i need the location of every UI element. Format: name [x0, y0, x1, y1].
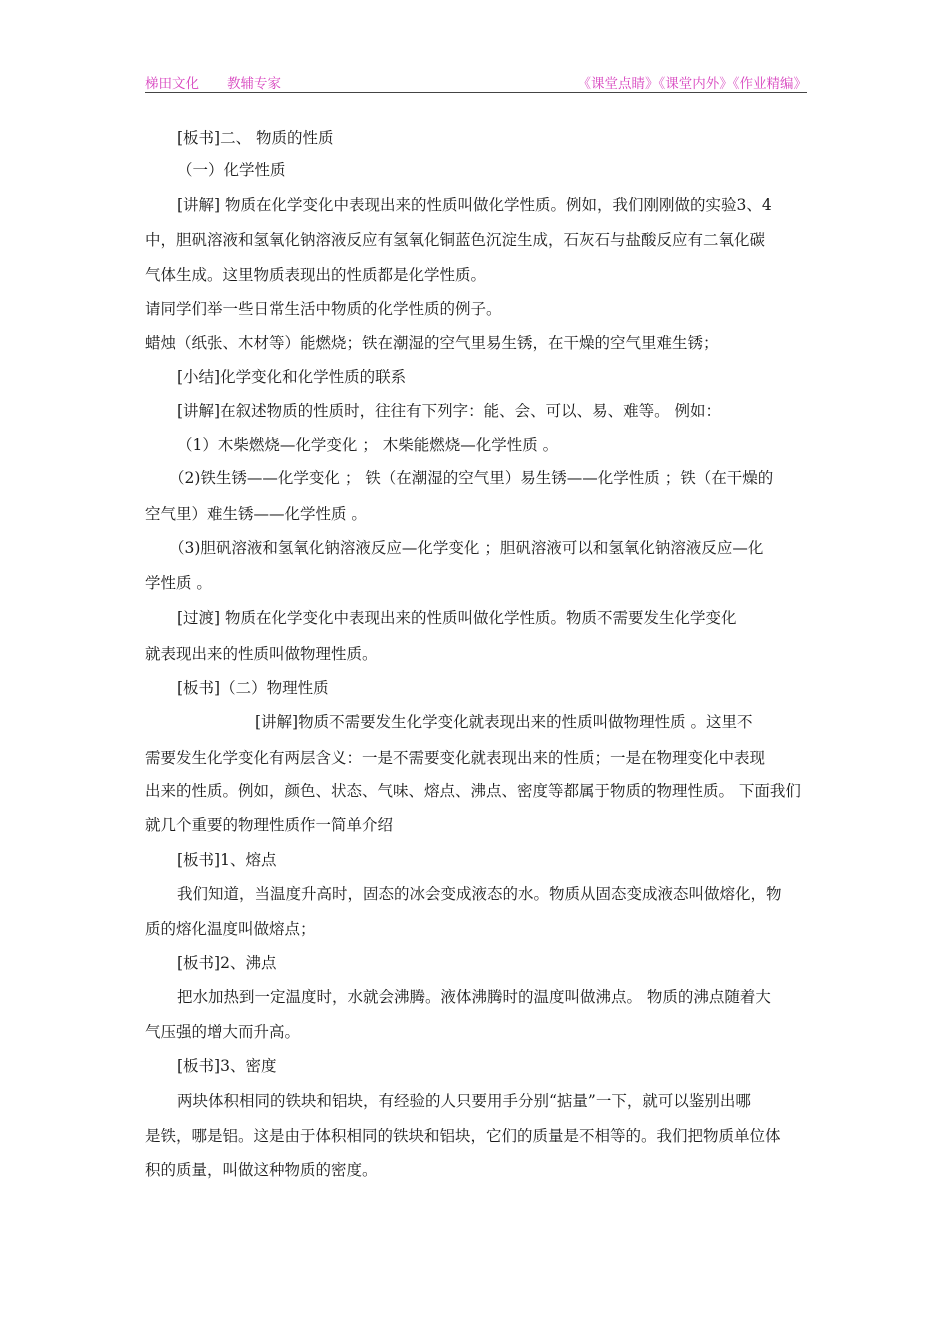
paragraph-line: 蜡烛（纸张、木材等）能燃烧；铁在潮湿的空气里易生锈，在干燥的空气里难生锈； [145, 334, 719, 352]
header-brand [145, 72, 281, 92]
paragraph-line: 就表现出来的性质叫做物理性质。 [145, 645, 378, 663]
example-item-2: （2)铁生锈——化学变化 ； 铁（在潮湿的空气里）易生锈——化学性质 ；铁（在干燥的 [169, 469, 774, 487]
paragraph-line: [讲解]在叙述物质的性质时，往往有下列字：能、会、可以、易、难等。 例如： [177, 402, 722, 420]
paragraph-line: 气体生成。这里物质表现出的性质都是化学性质。 [145, 266, 487, 284]
heading-boiling-point: [板书]2、沸点 [177, 954, 277, 972]
page-header [145, 70, 807, 93]
heading-chemical-properties: （一）化学性质 [177, 161, 286, 179]
example-item-3: （3)胆矾溶液和氢氧化钠溶液反应—化学变化 ；胆矾溶液可以和氢氧化钠溶液反应—化 [169, 539, 764, 557]
paragraph-line: 学性质 。 [145, 574, 212, 592]
paragraph-line: 就几个重要的物理性质作一简单介绍 [145, 816, 394, 834]
header-series-titles: 《课堂点睛》《课堂内外》《作业精编》 [577, 76, 807, 92]
header-brand-name: 梯田文化 [145, 76, 199, 92]
paragraph-line: 质的熔化温度叫做熔点； [145, 920, 316, 938]
paragraph-line: 请同学们举一些日常生活中物质的化学性质的例子。 [145, 300, 502, 318]
paragraph-line: 把水加热到一定温度时，水就会沸腾。液体沸腾时的温度叫做沸点。 物质的沸点随着大 [177, 988, 771, 1006]
heading-physical-properties: [板书]（二）物理性质 [177, 679, 329, 697]
heading-melting-point: [板书]1、熔点 [177, 851, 277, 869]
paragraph-line: 中，胆矾溶液和氢氧化钠溶液反应有氢氧化铜蓝色沉淀生成，石灰石与盐酸反应有二氧化碳 [145, 231, 766, 249]
paragraph-line: [过渡] 物质在化学变化中表现出来的性质叫做化学性质。物质不需要发生化学变化 [177, 609, 737, 627]
paragraph-line: 我们知道，当温度升高时，固态的冰会变成液态的水。物质从固态变成液态叫做熔化，物 [177, 885, 782, 903]
paragraph-line: 出来的性质。例如，颜色、状态、气味、熔点、沸点、密度等都属于物质的物理性质。 下面我们 [145, 782, 801, 800]
heading-board-properties: [板书]二、 物质的性质 [177, 129, 334, 147]
paragraph-line: 需要发生化学变化有两层含义：一是不需要变化就表现出来的性质；一是在物理变化中表现 [145, 749, 766, 767]
header-brand-tagline: 教辅专家 [227, 76, 281, 92]
paragraph-line: 是铁，哪是铝。这是由于体积相同的铁块和铝块，它们的质量是不相等的。我们把物质单位体 [145, 1127, 781, 1145]
heading-summary: [小结]化学变化和化学性质的联系 [177, 368, 407, 386]
paragraph-line: [讲解]物质不需要发生化学变化就表现出来的性质叫做物理性质 。这里不 [255, 713, 753, 731]
paragraph-line: 空气里）难生锈——化学性质 。 [145, 505, 367, 523]
paragraph-line: 两块体积相同的铁块和铝块，有经验的人只要用手分别“掂量”一下，就可以鉴别出哪 [177, 1092, 751, 1110]
paragraph-line: 气压强的增大而升高。 [145, 1023, 301, 1041]
heading-density: [板书]3、密度 [177, 1057, 277, 1075]
paragraph-line: [讲解] 物质在化学变化中表现出来的性质叫做化学性质。例如，我们刚刚做的实验3、4 [177, 196, 772, 214]
paragraph-line: 积的质量，叫做这种物质的密度。 [145, 1161, 378, 1179]
example-item-1: （1）木柴燃烧—化学变化 ； 木柴能燃烧—化学性质 。 [177, 436, 559, 454]
